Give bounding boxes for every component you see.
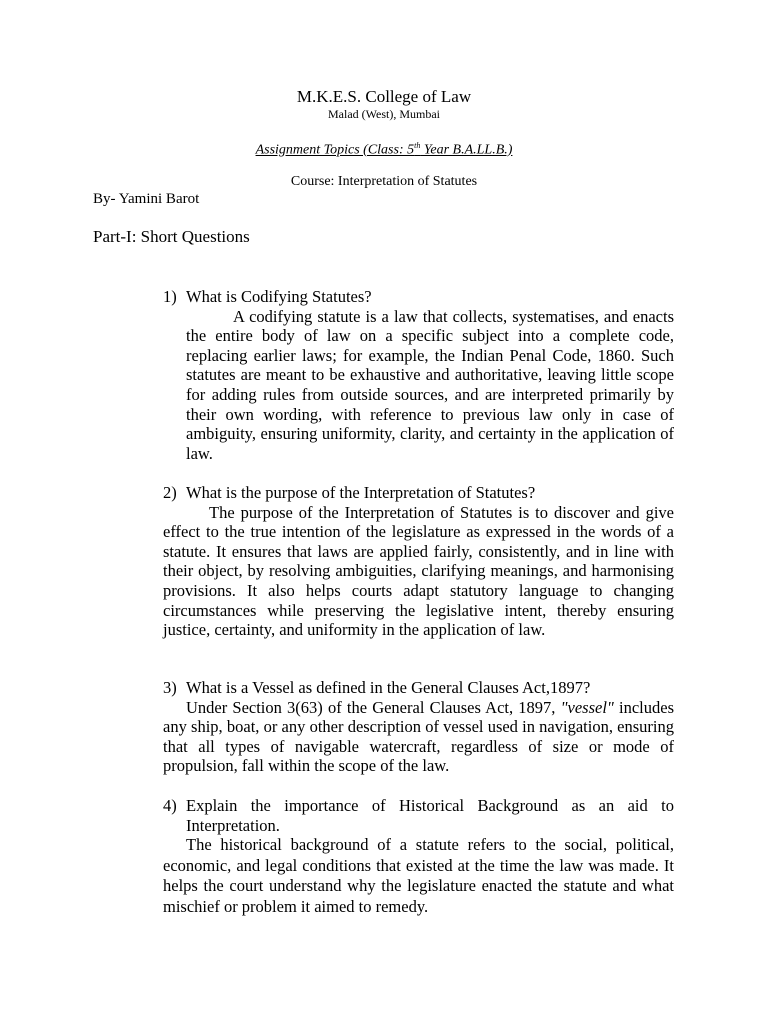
question-number: 2) — [163, 483, 177, 502]
answer-text: The purpose of the Interpretation of Statutes is to discover and give effect to the true intention of the legislature as expressed in the words of a statute. It ensures that laws are applied fairly, consistently, and in line with their object, by resolving ambiguities, clarifying meanings, and harmonising provisions. It also helps courts adapt statutory language to changing circumstances while preserving the legislative intent, thereby ensuring justice, certainty, and uniformity in the application of law. — [163, 502, 674, 640]
course-title: Course: Interpretation of Statutes — [290, 174, 478, 189]
question-block-2 — [163, 483, 674, 640]
answer-container — [163, 307, 674, 464]
assignment-prefix: Assignment Topics (Class: 5 — [255, 142, 415, 158]
question-block-4 — [163, 796, 674, 917]
question-number: 3) — [163, 678, 177, 697]
assignment-suffix: Year B.A.LL.B.) — [420, 142, 513, 158]
question-line — [163, 678, 674, 698]
college-location: Malad (West), Mumbai — [327, 107, 440, 121]
answer-text — [163, 698, 674, 776]
author-byline: By- Yamini Barot — [93, 191, 200, 207]
part-title: Part-I: Short Questions — [93, 227, 250, 246]
question-block-1 — [163, 287, 674, 463]
question-number: 1) — [163, 287, 177, 306]
assignment-superscript: th — [414, 141, 421, 150]
question-text: What is a Vessel as defined in the General Clauses Act,1897? — [186, 678, 591, 697]
question-line — [163, 287, 674, 307]
question-line — [163, 483, 674, 503]
question-number: 4) — [163, 796, 177, 815]
question-text: What is the purpose of the Interpretation of Statutes? — [186, 483, 536, 502]
answer-text: The historical background of a statute refers to the social, political, economic, and legal conditions that existed at the time the law was made. It helps the court understand why the legislature enacted the statute and what mischief or problem it aimed to remedy. — [163, 835, 674, 916]
question-line — [163, 796, 674, 835]
question-block-3 — [163, 678, 674, 776]
question-text: What is Codifying Statutes? — [186, 287, 372, 306]
question-text: Explain the importance of Historical Background as an aid to Interpretation. — [186, 796, 674, 835]
answer-text-after: includes any ship, boat, or any other description of vessel used in navigation, ensuring that all types of navigable watercraft, regardless of size or mode of propulsion, fall within the scope of the law. — [163, 697, 674, 776]
answer-text-before: Under Section 3(63) of the General Clauses Act, 1897, — [186, 697, 561, 717]
defined-term: "vessel" — [560, 697, 614, 717]
answer-text: A codifying statute is a law that collects, systematises, and enacts the entire body of law on a specific subject into a complete code, replacing earlier laws; for example, the Indian Penal Code, 1860. Such statutes are meant to be exhaustive and authoritative, leaving little scope for adding rules from outside sources, and are interpreted primarily by their own wording, with reference to previous law only in case of ambiguity, ensuring uniformity, clarity, and certainty in the application of law. — [186, 306, 674, 463]
assignment-topics-heading — [0, 141, 768, 159]
college-name: M.K.E.S. College of Law — [296, 87, 472, 106]
